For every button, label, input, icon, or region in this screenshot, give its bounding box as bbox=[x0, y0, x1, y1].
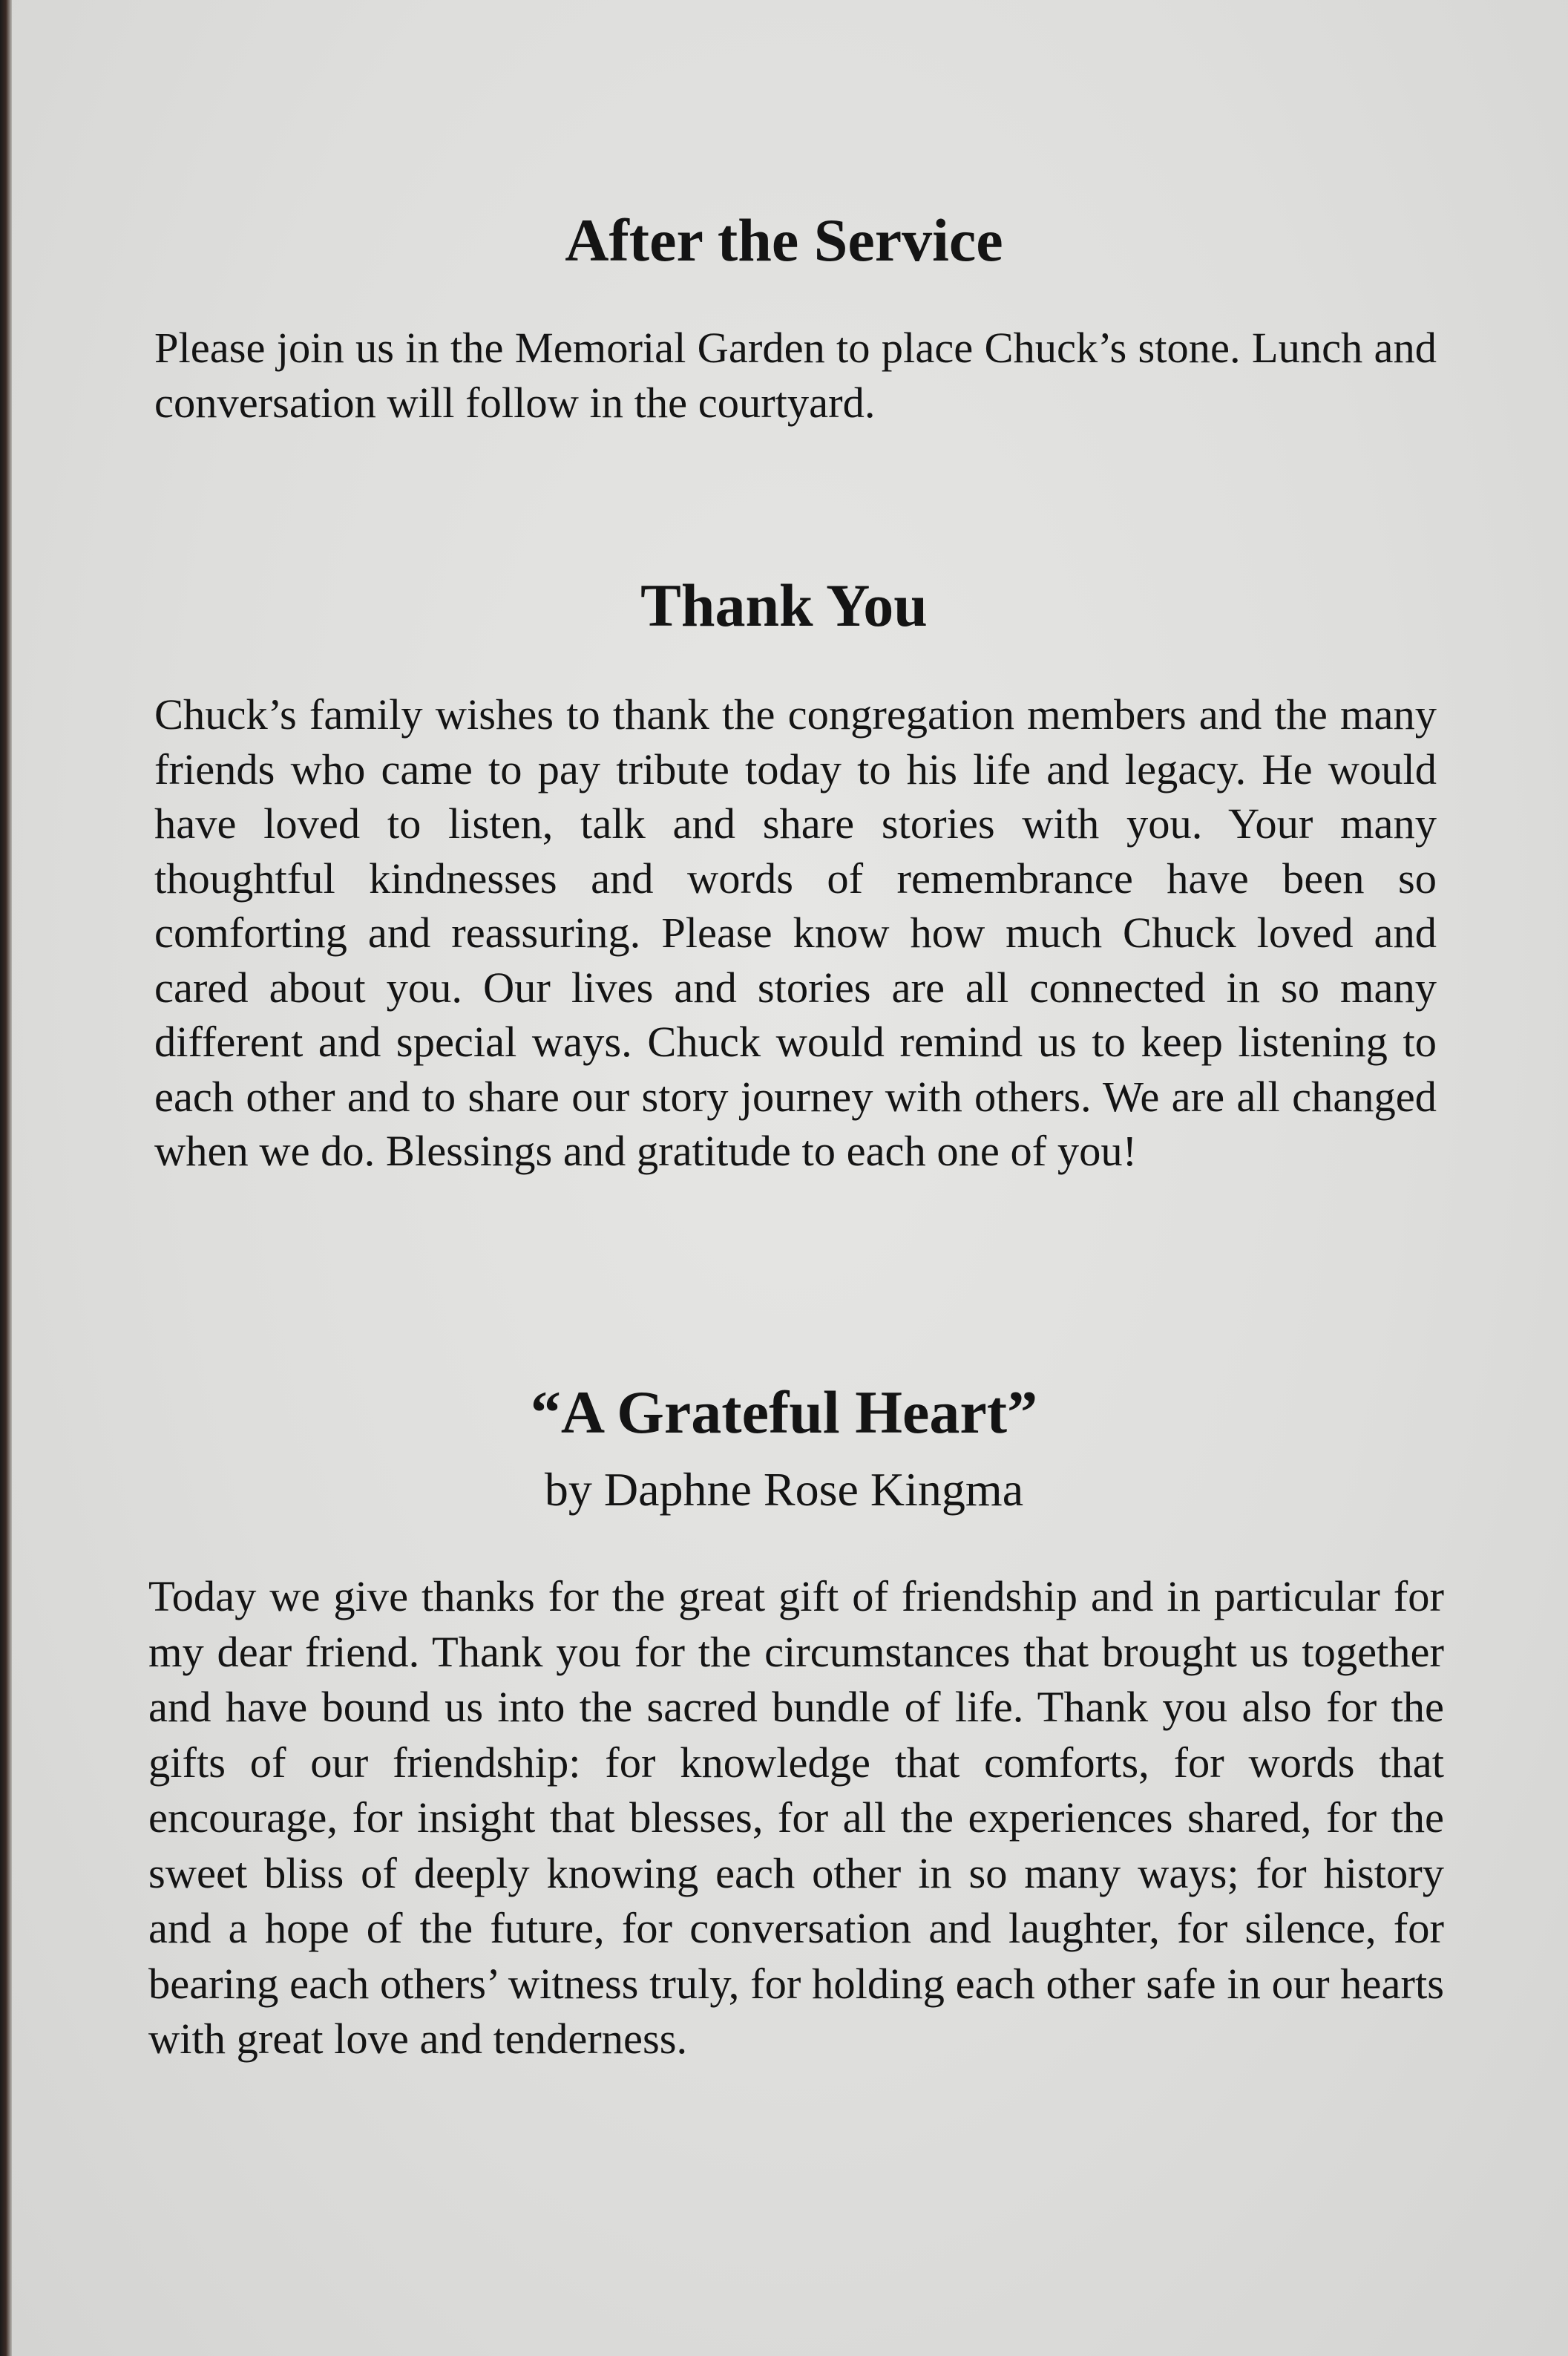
poem-byline: by Daphne Rose Kingma bbox=[544, 1463, 1024, 1516]
poem-title: “A Grateful Heart” bbox=[530, 1378, 1038, 1446]
after-service-heading: After the Service bbox=[565, 206, 1003, 274]
thank-you-paragraph: Chuck’s family wishes to thank the congregation members and the many friends who came to pay tribute today to his life and legacy. He would have loved to listen, talk and share stories with you. Your many thoughtful kindnesses and words of remembrance have been so comforting and reassuring. Please know how much Chuck loved and cared about you. Our lives and stories are all connected in so many different and special ways. Chuck would remind us to keep listening to each other and to share our story journey with others. We are all changed when we do. Blessings and gratitude to each one of you! bbox=[154, 690, 1437, 1175]
after-service-paragraph: Please join us in the Memorial Garden to place Chuck’s stone. Lunch and conversation will follow in the courtyard. bbox=[154, 324, 1437, 427]
page-edge bbox=[0, 0, 12, 2356]
poem-paragraph: Today we give thanks for the great gift of friendship and in particular for my dear friend. Thank you for the circumstances that brought us together and have bound us into the sacred bundle of life. Thank you also for the gifts of our friendship: for knowledge that comforts, for words that encourage, for insight that blesses, for all the experiences shared, for the sweet bliss of deeply knowing each other in so many ways; for history and a hope of the future, for conversation and laughter, for silence, for bearing each others’ witness truly, for holding each other safe in our hearts with great love and tenderness. bbox=[148, 1572, 1444, 2063]
thank-you-heading: Thank You bbox=[640, 572, 928, 639]
